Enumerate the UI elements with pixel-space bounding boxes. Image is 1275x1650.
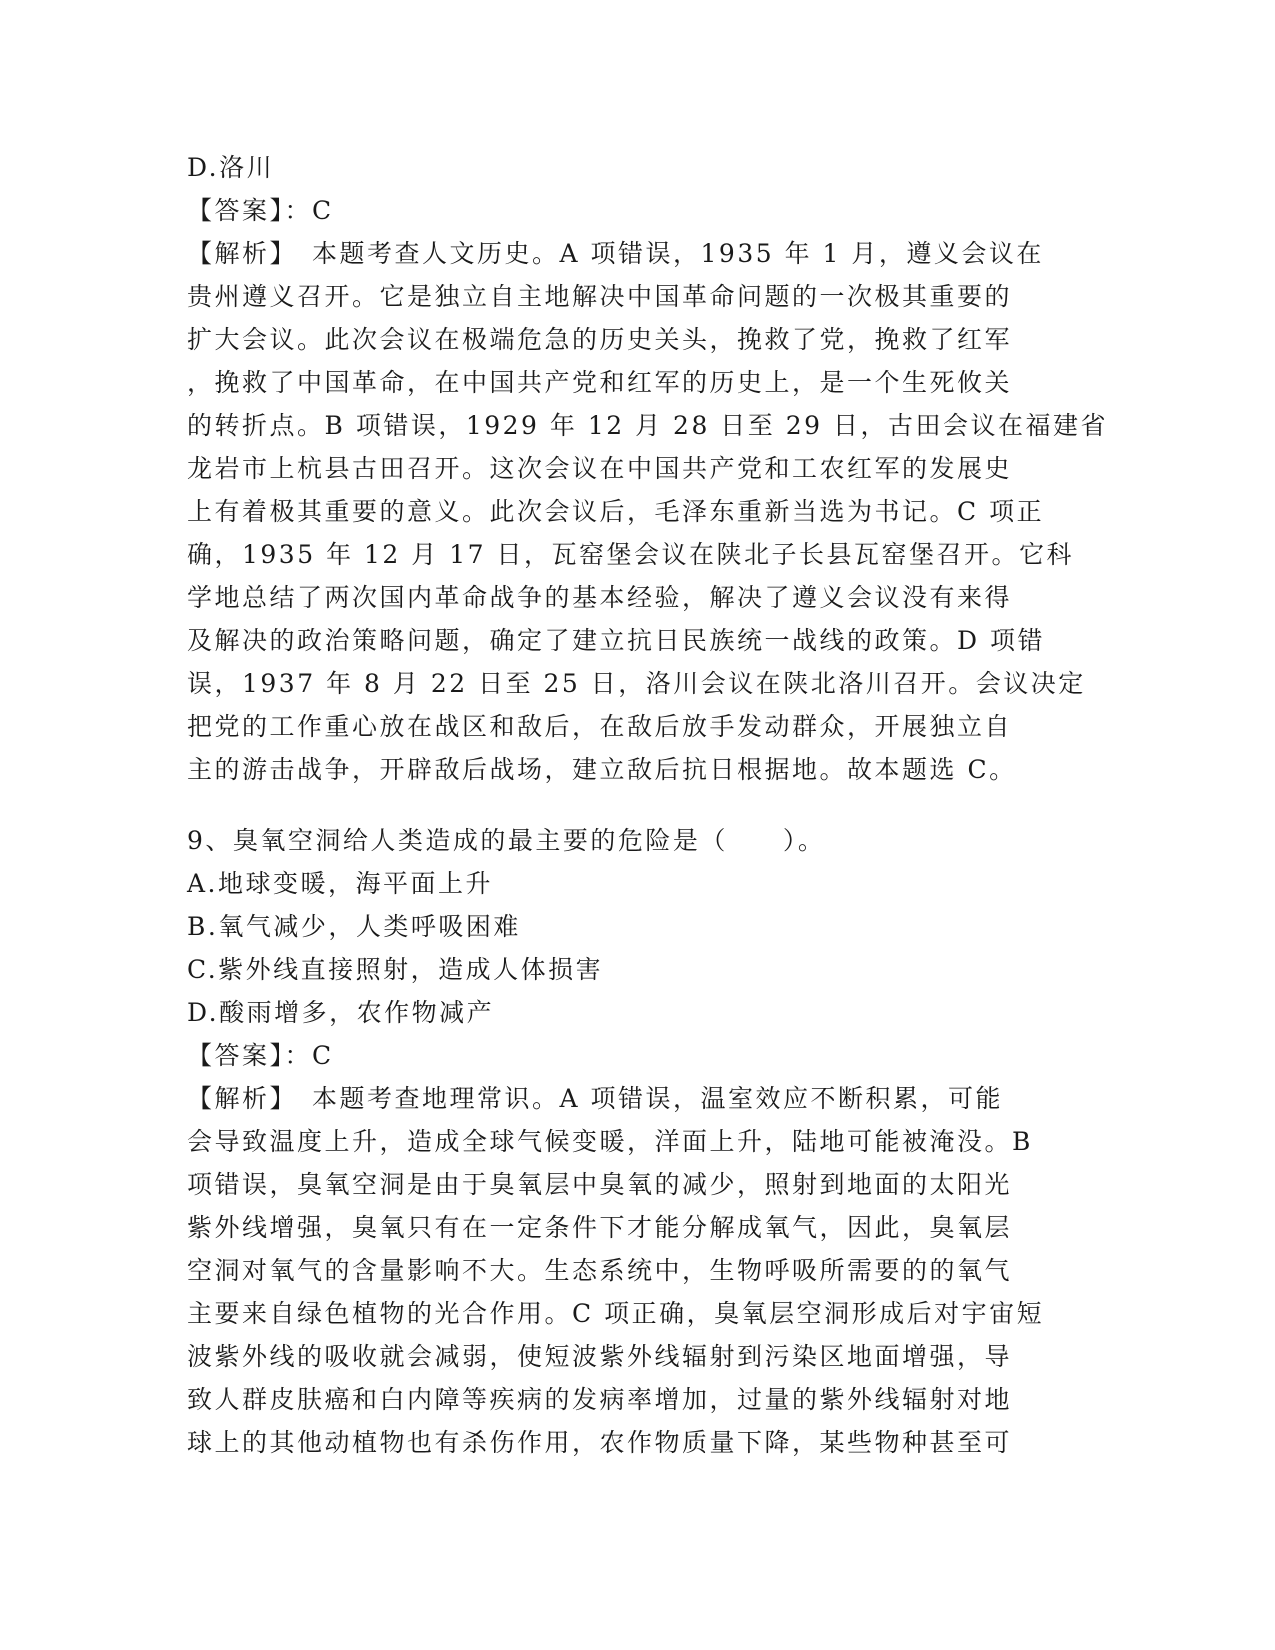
q8-analysis-line: 扩大会议。此次会议在极端危急的历史关头，挽救了党，挽救了红军 bbox=[187, 325, 1013, 354]
q8-analysis-line: 主的游击战争，开辟敌后战场，建立敌后抗日根据地。故本题选 C。 bbox=[187, 755, 1017, 784]
q8-analysis-line: 的转折点。B 项错误，1929 年 12 月 28 日至 29 日，古田会议在福建省 bbox=[187, 411, 1109, 440]
q9-analysis-line: 主要来自绿色植物的光合作用。C 项正确，臭氧层空洞形成后对宇宙短 bbox=[187, 1299, 1045, 1328]
q8-option-d: D.洛川 bbox=[187, 153, 275, 182]
q8-analysis-line: 确，1935 年 12 月 17 日，瓦窑堡会议在陕北子长县瓦窑堡召开。它科 bbox=[187, 540, 1074, 569]
page-content bbox=[187, 146, 1109, 1464]
q8-analysis-line: 【解析】 本题考查人文历史。A 项错误，1935 年 1 月，遵义会议在 bbox=[187, 239, 1044, 268]
q9-analysis-line: 紫外线增强，臭氧只有在一定条件下才能分解成氧气，因此，臭氧层 bbox=[187, 1213, 1013, 1242]
q9-option-a: A.地球变暖，海平面上升 bbox=[187, 869, 494, 898]
q8-analysis bbox=[187, 232, 1109, 791]
q9-analysis-line: 会导致温度上升，造成全球气候变暖，洋面上升，陆地可能被淹没。B bbox=[187, 1127, 1033, 1156]
q9-stem: 9、臭氧空洞给人类造成的最主要的危险是（ ）。 bbox=[187, 826, 826, 855]
q8-analysis-line: ，挽救了中国革命，在中国共产党和红军的历史上，是一个生死攸关 bbox=[187, 368, 1013, 397]
q9-analysis-line: 【解析】 本题考查地理常识。A 项错误，温室效应不断积累，可能 bbox=[187, 1084, 1004, 1113]
q8-analysis-line: 龙岩市上杭县古田召开。这次会议在中国共产党和工农红军的发展史 bbox=[187, 454, 1013, 483]
q9-analysis-line: 波紫外线的吸收就会减弱，使短波紫外线辐射到污染区地面增强，导 bbox=[187, 1342, 1013, 1371]
q8-analysis-line: 把党的工作重心放在战区和敌后，在敌后放手发动群众，开展独立自 bbox=[187, 712, 1013, 741]
q8-analysis-line: 上有着极其重要的意义。此次会议后，毛泽东重新当选为书记。C 项正 bbox=[187, 497, 1045, 526]
q9-answer: 【答案】：C bbox=[187, 1041, 334, 1070]
q9-option-d: D.酸雨增多，农作物减产 bbox=[187, 998, 495, 1027]
q8-answer: 【答案】：C bbox=[187, 196, 334, 225]
question-spacer bbox=[187, 791, 1057, 819]
q9-analysis-line: 致人群皮肤癌和白内障等疾病的发病率增加，过量的紫外线辐射对地 bbox=[187, 1385, 1013, 1414]
q9-analysis-line: 空洞对氧气的含量影响不大。生态系统中，生物呼吸所需要的的氧气 bbox=[187, 1256, 1013, 1285]
q8-analysis-line: 误，1937 年 8 月 22 日至 25 日，洛川会议在陕北洛川召开。会议决定 bbox=[187, 669, 1086, 698]
q9-option-c: C.紫外线直接照射，造成人体损害 bbox=[187, 955, 604, 984]
q8-analysis-line: 及解决的政治策略问题，确定了建立抗日民族统一战线的政策。D 项错 bbox=[187, 626, 1045, 655]
q9-analysis bbox=[187, 1077, 1057, 1464]
q9-analysis-line: 项错误，臭氧空洞是由于臭氧层中臭氧的减少，照射到地面的太阳光 bbox=[187, 1170, 1013, 1199]
q8-analysis-line: 贵州遵义召开。它是独立自主地解决中国革命问题的一次极其重要的 bbox=[187, 282, 1013, 311]
q9-option-b: B.氧气减少，人类呼吸困难 bbox=[187, 912, 521, 941]
q8-analysis-line: 学地总结了两次国内革命战争的基本经验，解决了遵义会议没有来得 bbox=[187, 583, 1013, 612]
q9-analysis-line: 球上的其他动植物也有杀伤作用，农作物质量下降，某些物种甚至可 bbox=[187, 1428, 1013, 1457]
